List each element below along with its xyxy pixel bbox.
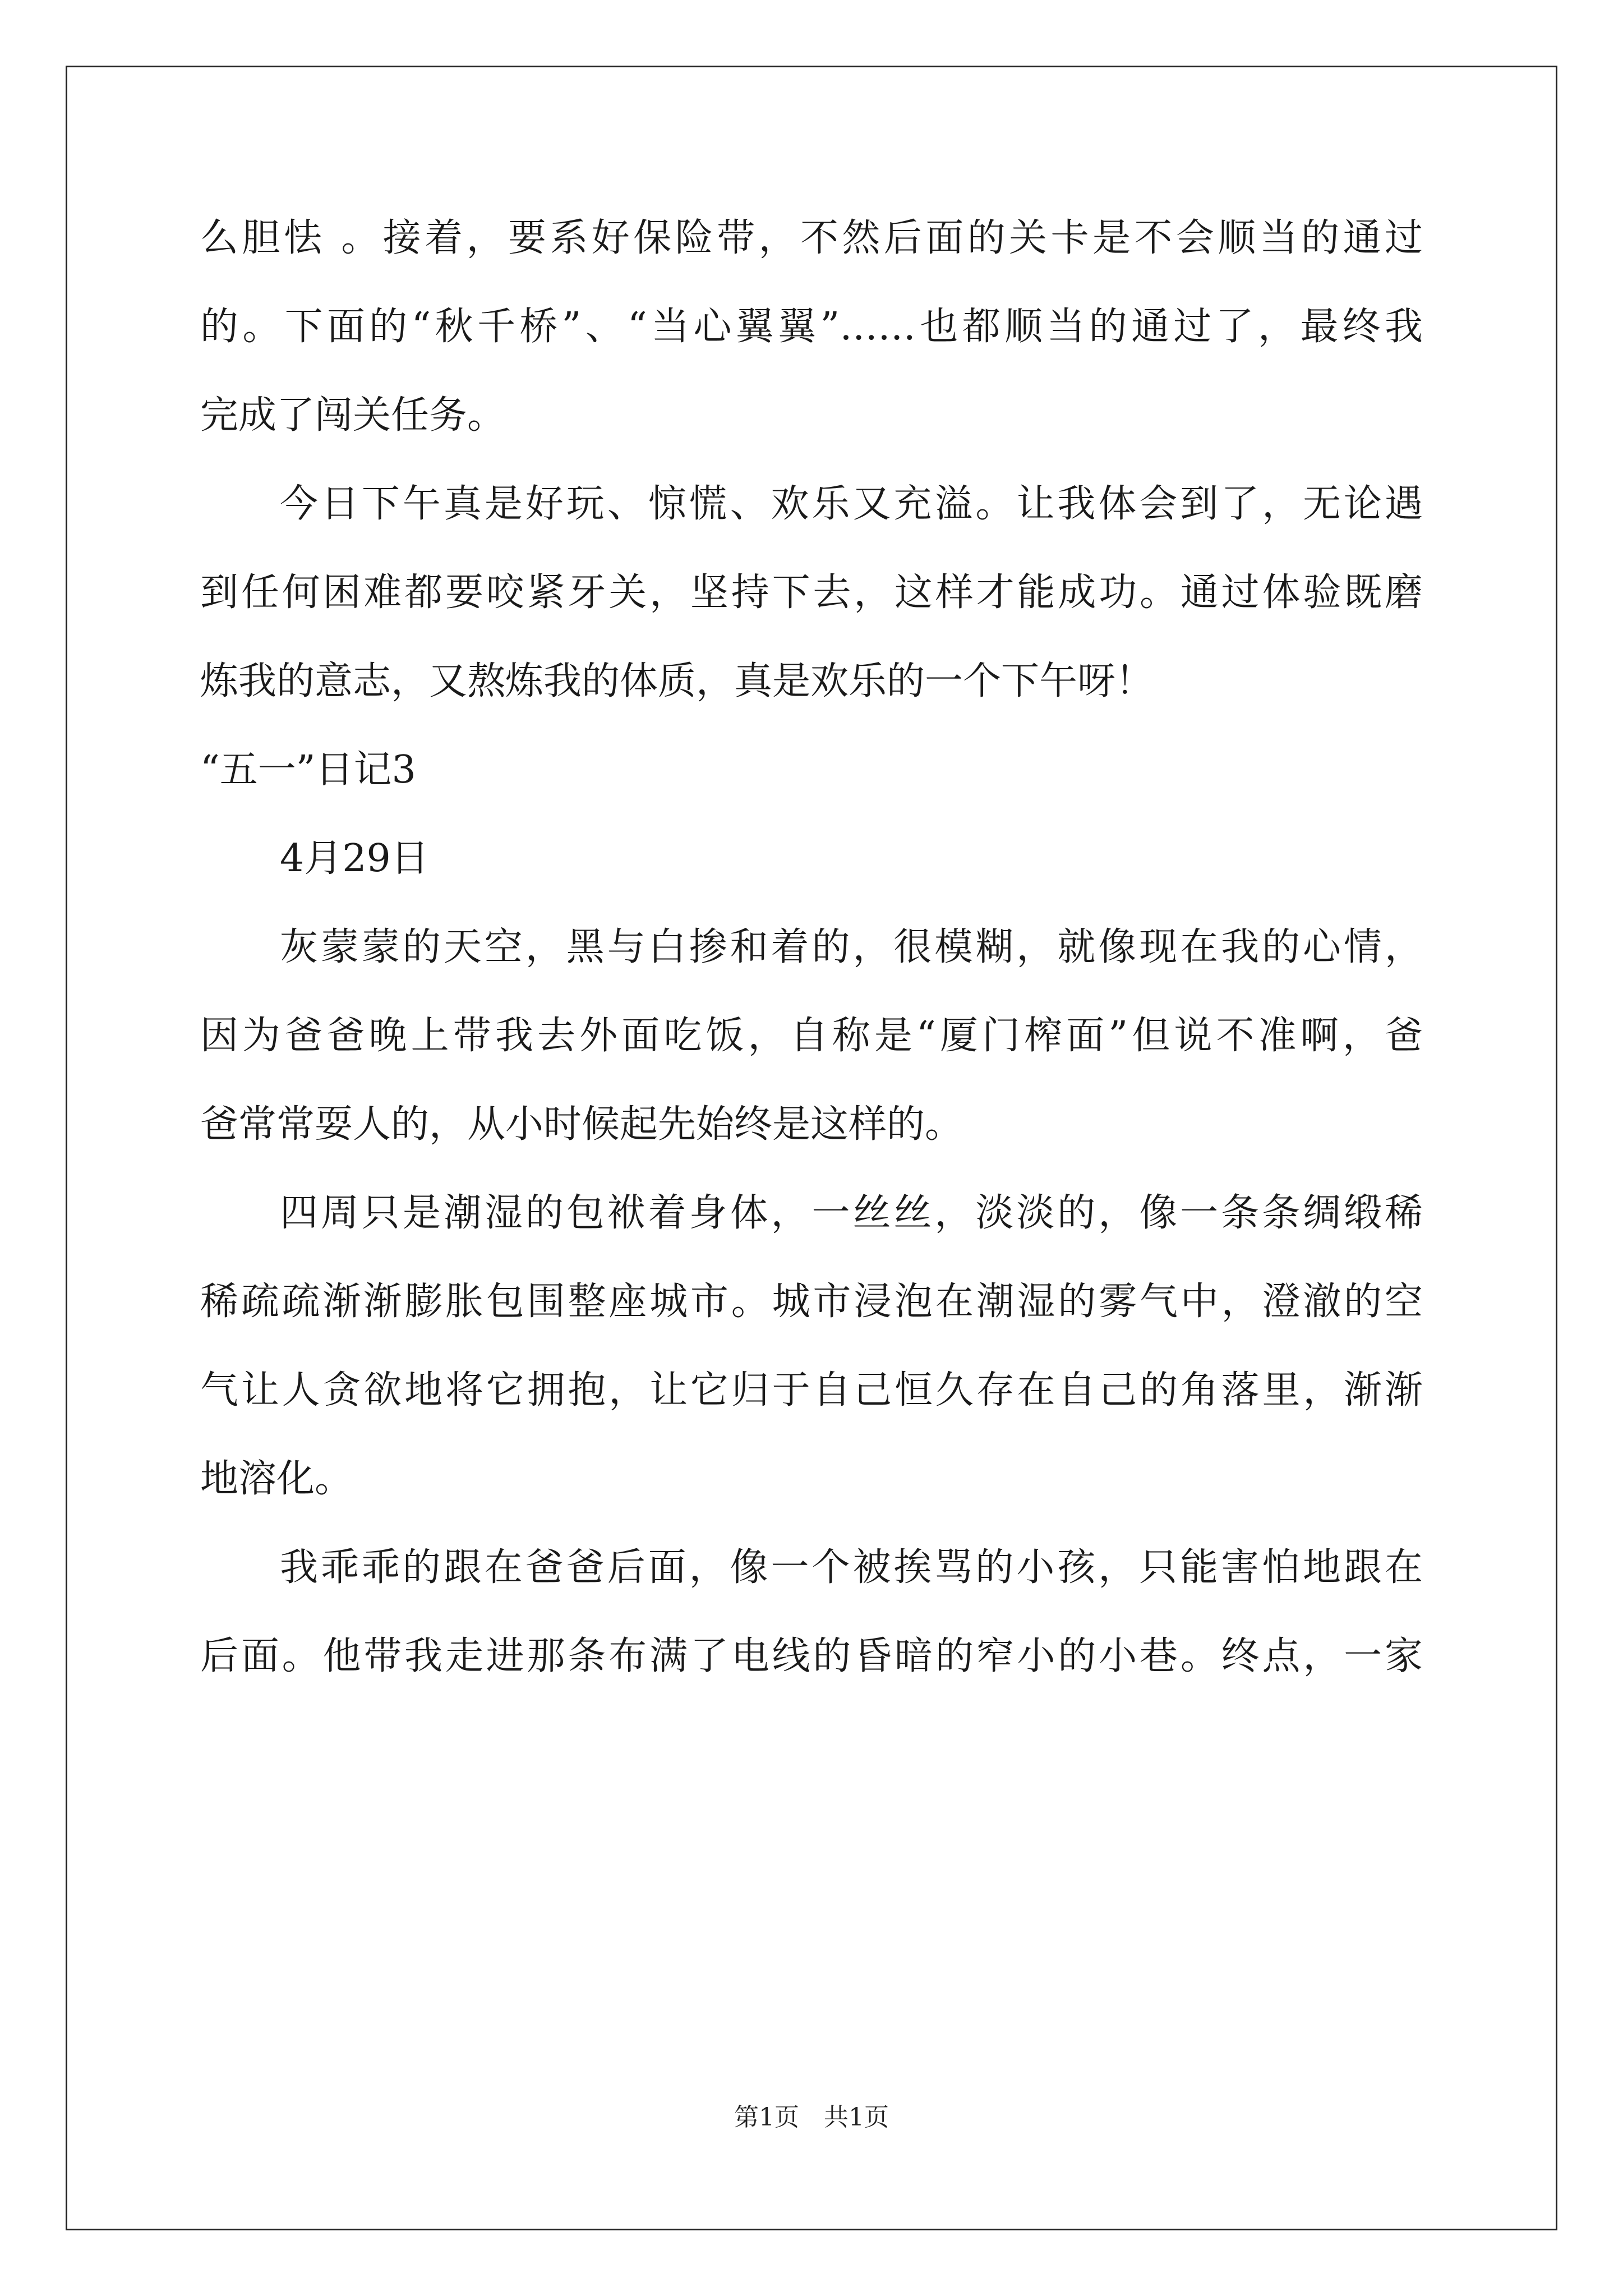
text-line: 么胆怯 。接着，要系好保险带，不然后面的关卡是不会顺当的通过 <box>200 216 1423 260</box>
text-line: 的。下面的“秋千桥”、“当心翼翼”……也都顺当的通过了，最终我 <box>200 305 1423 349</box>
paragraph-first-line: 今日下午真是好玩、惊慌、欢乐又充溢。让我体会到了，无论遇 <box>280 482 1423 526</box>
text-line: 完成了闯关任务。 <box>200 393 506 438</box>
section-heading: “五一”日记3 <box>200 748 416 792</box>
diary-date: 4月29日 <box>280 836 429 881</box>
document-body <box>200 216 1423 1723</box>
paragraph-first-line: 我乖乖的跟在爸爸后面，像一个被挨骂的小孩，只能害怕地跟在 <box>280 1545 1423 1590</box>
text-line: 到任何困难都要咬紧牙关，坚持下去，这样才能成功。通过体验既磨 <box>200 570 1423 615</box>
text-line: 气让人贪欲地将它拥抱，让它归于自己恒久存在自己的角落里，渐渐 <box>200 1368 1423 1412</box>
text-line: 地溶化。 <box>200 1457 353 1501</box>
paragraph-first-line: 灰蒙蒙的天空，黑与白掺和着的，很模糊，就像现在我的心情， <box>280 925 1423 969</box>
text-line: 炼我的意志，又熬炼我的体质，真是欢乐的一个下午呀！ <box>200 659 1154 703</box>
text-line: 后面。他带我走进那条布满了电线的昏暗的窄小的小巷。终点，一家 <box>200 1634 1423 1678</box>
text-line: 因为爸爸晚上带我去外面吃饭，自称是“厦门榨面”但说不准啊，爸 <box>200 1014 1423 1058</box>
page-footer: 第1页 共1页 <box>734 2103 889 2132</box>
text-line: 稀疏疏渐渐膨胀包围整座城市。城市浸泡在潮湿的雾气中，澄澈的空 <box>200 1280 1423 1324</box>
text-line: 爸常常耍人的，从小时候起先始终是这样的。 <box>200 1102 963 1147</box>
paragraph-first-line: 四周只是潮湿的包袱着身体，一丝丝，淡淡的，像一条条绸缎稀 <box>280 1191 1423 1235</box>
